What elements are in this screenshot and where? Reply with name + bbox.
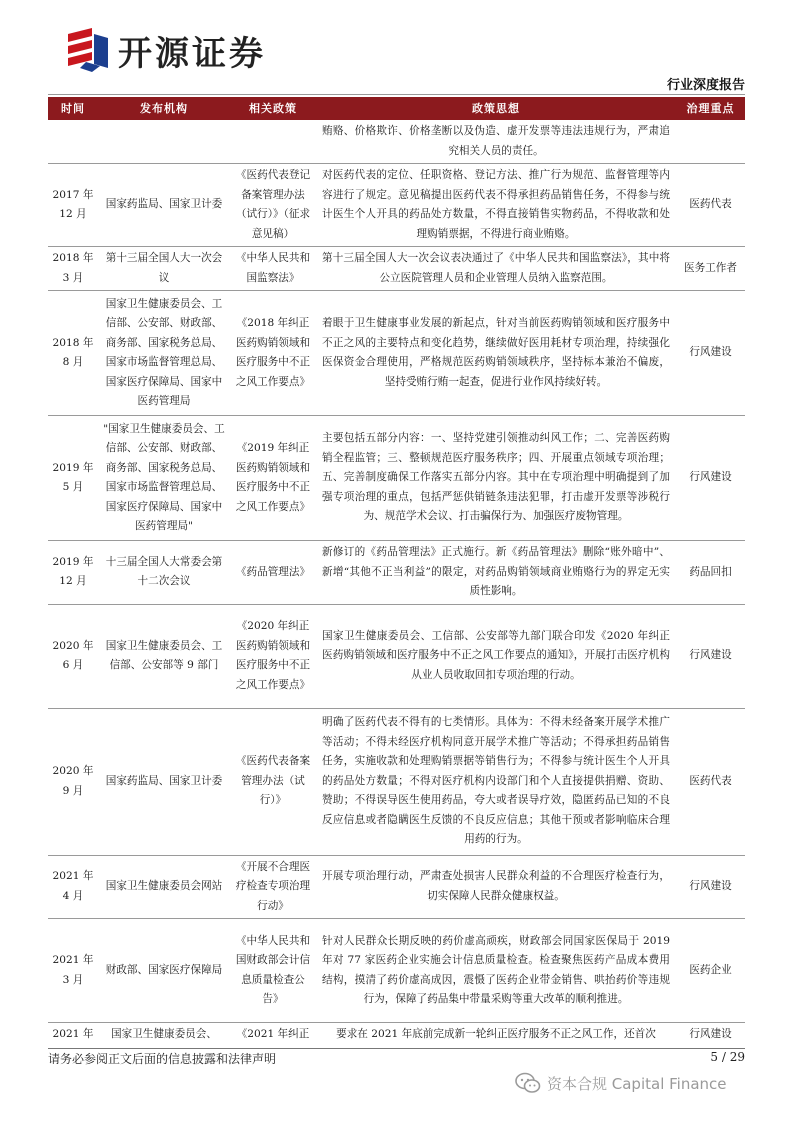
- table-row: [48, 541, 745, 605]
- cell-policy: 《中华人民共和国监察法》: [230, 247, 316, 291]
- footer-disclaimer: 请务必参阅正文后面的信息披露和法律声明: [48, 1052, 277, 1066]
- cell-thought: 开展专项治理行动，严肃查处损害人民群众利益的不合理医疗检查行为，切实保障人民群众健康权益。: [316, 855, 676, 919]
- cell-policy: 《药品管理法》: [230, 541, 316, 605]
- cell-policy: 《2018 年纠正医药购销领域和医疗服务中不正之风工作要点》: [230, 291, 316, 416]
- cell-time: 2020 年 6 月: [48, 604, 98, 708]
- cell-focus: 医药企业: [676, 919, 745, 1023]
- brand-logo-icon: [62, 24, 112, 74]
- cell-focus: 行风建设: [676, 291, 745, 416]
- cell-time: 2017 年 12 月: [48, 164, 98, 247]
- table-header-row: [48, 97, 745, 120]
- watermark-text: 资本合规 Capital Finance: [547, 1074, 727, 1093]
- table-row: [48, 1023, 745, 1047]
- cell-time: 2019 年 12 月: [48, 541, 98, 605]
- cell-thought: 要求在 2021 年底前完成新一轮纠正医疗服务不正之风工作，还首次: [336, 1028, 656, 1040]
- cell-time: 2020 年 9 月: [48, 708, 98, 855]
- cell-focus: 医药代表: [676, 164, 745, 247]
- table-row: [48, 855, 745, 919]
- cell-org: 财政部、国家医疗保障局: [98, 919, 230, 1023]
- cell-policy: 《医药代表备案管理办法（试行）》: [230, 708, 316, 855]
- cell-org: 十三届全国人大常委会第十二次会议: [98, 541, 230, 605]
- cell-focus: 行风建设: [676, 604, 745, 708]
- footer-divider: [48, 1048, 745, 1049]
- cell-time: 2021 年 3 月: [48, 919, 98, 1023]
- cell-focus: 行风建设: [676, 855, 745, 919]
- cell-policy: 《2020 年纠正医药购销领域和医疗服务中不正之风工作要点》: [230, 604, 316, 708]
- cell-policy: 《开展不合理医疗检查专项治理行动》: [230, 855, 316, 919]
- cell-org: 国家药监局、国家卫计委: [98, 708, 230, 855]
- cell-time: [48, 120, 98, 164]
- table-row: [48, 604, 745, 708]
- cell-focus: [676, 120, 745, 164]
- watermark: [515, 1072, 727, 1094]
- col-header-thought: 政策思想: [316, 97, 676, 120]
- policy-table: [48, 97, 745, 1047]
- col-header-org: 发布机构: [98, 97, 230, 120]
- cell-policy: 《2021 年纠正: [236, 1028, 310, 1040]
- cell-thought: 贿赂、价格欺诈、价格垄断以及伪造、虚开发票等违法违规行为，严肃追究相关人员的责任。: [316, 120, 676, 164]
- table-row: [48, 120, 745, 164]
- header-divider: [48, 94, 745, 95]
- cell-thought: 着眼于卫生健康事业发展的新起点，针对当前医药购销领域和医疗服务中不正之风的主要特点和变化趋势，继续做好医用耗材专项治理，持续强化医保资金合理使用，严格规范医药购销领域秩序，坚持标本兼治不偏废，坚持受贿行贿一起查，促进行业作风持续好转。: [316, 291, 676, 416]
- col-header-policy: 相关政策: [230, 97, 316, 120]
- report-type: 行业深度报告: [666, 78, 745, 93]
- col-header-focus: 治理重点: [676, 97, 745, 120]
- table-row: [48, 247, 745, 291]
- cell-thought: 针对人民群众长期反映的药价虚高顽疾，财政部会同国家医保局于 2019 年对 77 家医药企业实施会计信息质量检查。检查聚焦医药产品成本费用结构，摸清了药价虚高成因，震慑了医药企业带金销售、哄抬药价等违规行为，保障了药品集中带量采购等重大改革的顺利推进。: [316, 919, 676, 1023]
- cell-org: 国家卫生健康委员会网站: [98, 855, 230, 919]
- cell-focus: 药品回扣: [676, 541, 745, 605]
- cell-org: 国家药监局、国家卫计委: [98, 164, 230, 247]
- cell-org: 国家卫生健康委员会、: [111, 1028, 217, 1040]
- cell-focus: 行风建设: [676, 416, 745, 541]
- cell-focus: 医务工作者: [676, 247, 745, 291]
- cell-org: 国家卫生健康委员会、工信部、公安部、财政部、商务部、国家税务总局、国家市场监督管理总局、国家医疗保障局、国家中医药管理局: [98, 291, 230, 416]
- cell-thought: 明确了医药代表不得有的七类情形。具体为：不得未经备案开展学术推广等活动；不得未经医疗机构同意开展学术推广等活动；不得承担药品销售任务，实施收款和处理购销票据等销售行为；不得参与统计医生个人开具的药品处方数量；不得对医疗机构内设部门和个人直接提供捐赠、资助、赞助；不得误导医生使用药品，夸大或者误导疗效，隐匿药品已知的不良反应信息或者隐瞒医生反馈的不良反应信息；其他干预或者影响临床合理用药的行为。: [316, 708, 676, 855]
- page-number: 5 / 29: [710, 1050, 745, 1064]
- brand-name: 开源证券: [118, 34, 266, 74]
- cell-time: 2019 年 5 月: [48, 416, 98, 541]
- table-row: [48, 416, 745, 541]
- cell-thought: 新修订的《药品管理法》正式施行。新《药品管理法》删除“账外暗中”、新增“其他不正当利益”的限定，对药品购销领域商业贿赂行为的界定无实质性影响。: [316, 541, 676, 605]
- cell-time: 2018 年 3 月: [48, 247, 98, 291]
- cell-time: 2021 年: [52, 1028, 94, 1040]
- cell-policy: 《中华人民共和国财政部会计信息质量检查公告》: [230, 919, 316, 1023]
- cell-policy: 《2019 年纠正医药购销领域和医疗服务中不正之风工作要点》: [230, 416, 316, 541]
- cell-focus: 医药代表: [676, 708, 745, 855]
- cell-policy: [230, 120, 316, 164]
- cell-time: 2021 年 4 月: [48, 855, 98, 919]
- table-row: [48, 291, 745, 416]
- cell-org: "国家卫生健康委员会、工信部、公安部、财政部、商务部、国家税务总局、国家市场监督管理总局、国家医疗保障局、国家中医药管理局": [98, 416, 230, 541]
- cell-thought: 主要包括五部分内容：一、坚持党建引领推动纠风工作；二、完善医药购销全程监管；三、整顿规范医疗服务秩序；四、开展重点领域专项治理；五、完善制度确保工作落实五部分内容。其中在专项治理中明确提到了加强专项治理的重点，包括严惩供销链条违法犯罪，打击虚开发票等涉税行为、规范学术会议、打击骗保行为、加强医疗废物管理。: [316, 416, 676, 541]
- brand-logo: [62, 18, 312, 78]
- cell-policy: 《医药代表登记备案管理办法（试行）》（征求意见稿）: [230, 164, 316, 247]
- cell-org: 国家卫生健康委员会、工信部、公安部等 9 部门: [98, 604, 230, 708]
- cell-focus: 行风建设: [689, 1028, 732, 1040]
- cell-thought: 对医药代表的定位、任职资格、登记方法、推广行为规范、监督管理等内容进行了规定。意见稿提出医药代表不得承担药品销售任务，不得参与统计医生个人开具的药品处方数量，不得直接销售实物药品，不得收款和处理购销票据，不得进行商业贿赂。: [316, 164, 676, 247]
- cell-time: 2018 年 8 月: [48, 291, 98, 416]
- wechat-icon: [515, 1072, 541, 1094]
- cell-thought: 国家卫生健康委员会、工信部、公安部等九部门联合印发《2020 年纠正医药购销领域和医疗服务中不正之风工作要点的通知》，开展打击医疗机构从业人员收取回扣专项治理的行动。: [316, 604, 676, 708]
- cell-org: [98, 120, 230, 164]
- col-header-time: 时间: [48, 97, 98, 120]
- cell-thought: 第十三届全国人大一次会议表决通过了《中华人民共和国监察法》，其中将公立医院管理人员和企业管理人员纳入监察范围。: [316, 247, 676, 291]
- table-row: [48, 164, 745, 247]
- table-row: [48, 919, 745, 1023]
- cell-org: 第十三届全国人大一次会议: [98, 247, 230, 291]
- table-row: [48, 708, 745, 855]
